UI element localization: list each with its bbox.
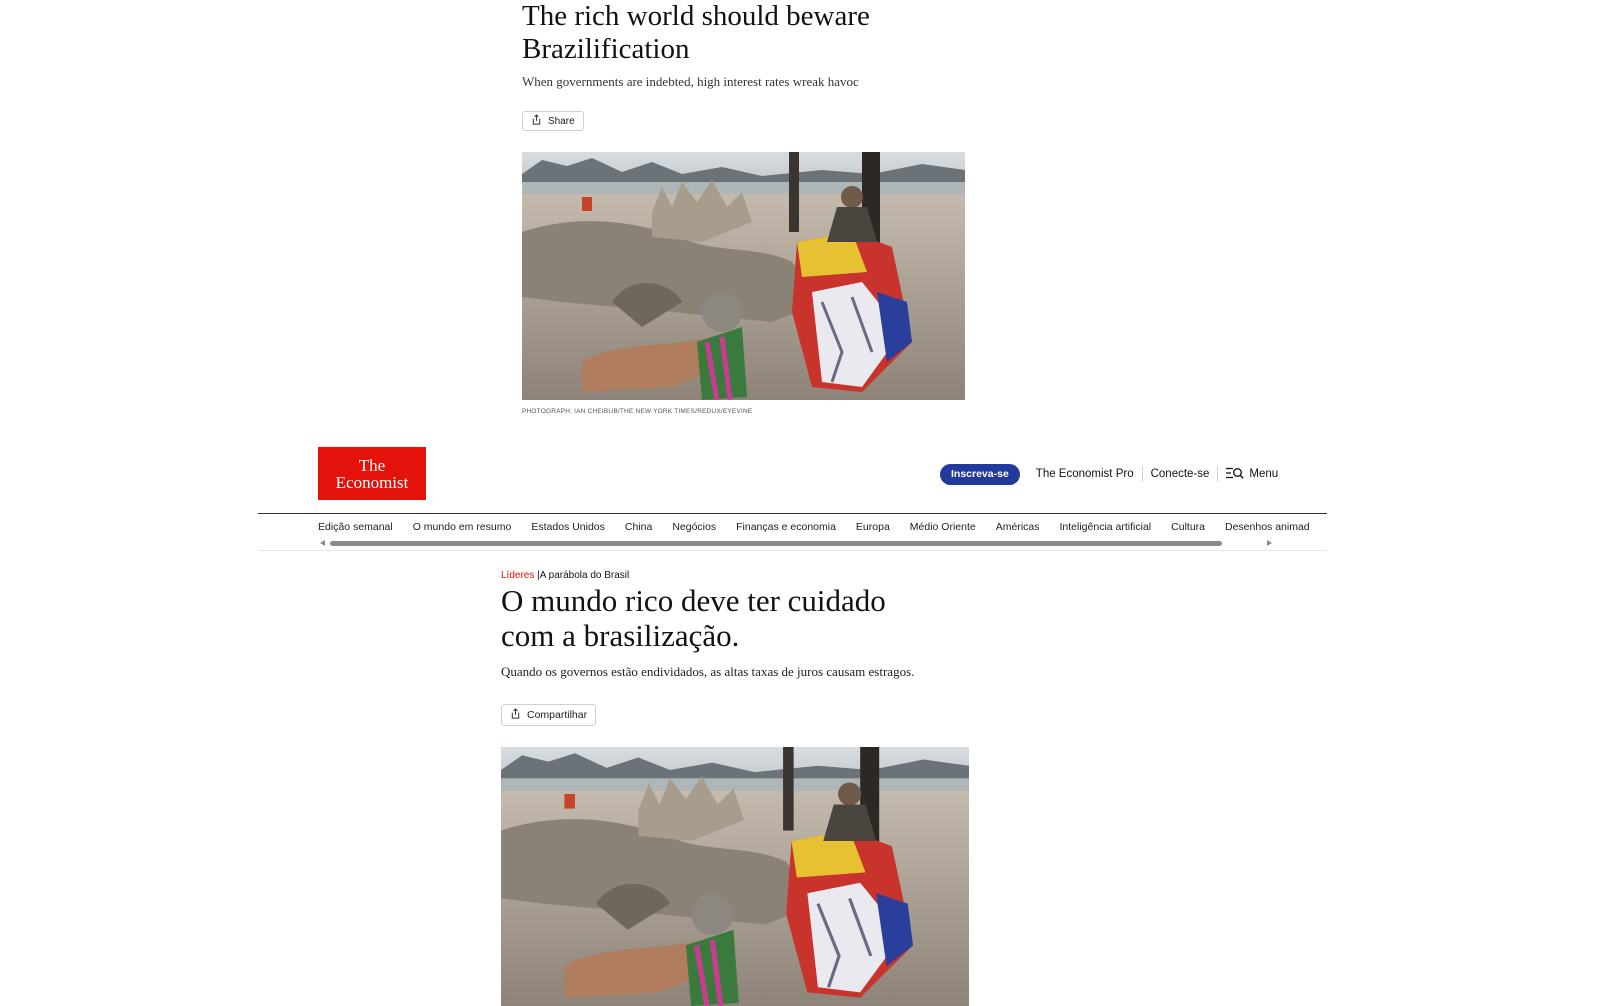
nav-item-china[interactable]: China [624,521,653,533]
article-photo [522,152,965,400]
rubric-section-link[interactable]: Líderes [501,570,535,581]
share-button[interactable] [501,704,596,726]
rubric-title: A parábola do Brasil [539,570,630,581]
share-icon [510,708,521,722]
nav-item-medio-oriente[interactable]: Médio Oriente [909,521,976,533]
nav-scroll-right-arrow[interactable] [1267,540,1272,546]
english-headline: The rich world should beware Brazilification [522,0,870,65]
menu-button[interactable] [1218,467,1278,482]
nav-item-cultura[interactable]: Cultura [1171,521,1205,533]
header-actions [940,463,1278,485]
share-button[interactable] [522,111,584,131]
nav-scroll-left-arrow[interactable] [320,540,325,546]
header-divider-line [258,513,1327,514]
photo-credit: PHOTOGRAPH: IAN CHEIBUB/THE NEW YORK TIMES/REDUX/EYEVINE [522,408,753,415]
share-button-label: Compartilhar [527,709,588,721]
search-menu-icon [1226,467,1244,482]
article-rubric [501,570,629,581]
rubric-separator: | [537,570,540,581]
nav-item-estados-unidos[interactable]: Estados Unidos [531,521,605,533]
nav-item-edicao-semanal[interactable]: Edição semanal [318,521,393,533]
economist-pro-link[interactable]: The Economist Pro [1035,468,1134,480]
subscribe-button[interactable]: Inscreva-se [940,464,1020,485]
nav-item-inteligencia-artificial[interactable]: Inteligência artificial [1059,521,1152,533]
nav-item-negocios[interactable]: Negócios [672,521,717,533]
nav-item-americas[interactable]: Américas [995,521,1040,533]
section-nav [318,521,1320,533]
nav-scrollbar[interactable] [330,541,1222,546]
logo-line-economist: Economist [335,472,409,492]
menu-label: Menu [1249,468,1279,480]
english-subheadline: When governments are indebted, high interest rates wreak havoc [522,74,859,89]
share-button-label: Share [548,115,575,127]
nav-item-desenhos-animados[interactable]: Desenhos animad [1225,521,1310,533]
nav-bottom-divider [258,550,1327,551]
economist-logo[interactable] [318,447,426,500]
logo-line-the: The [358,455,386,475]
article-photo [501,747,969,1006]
nav-item-financas-economia[interactable]: Finanças e economia [736,521,836,533]
share-icon [531,114,542,128]
portuguese-subheadline: Quando os governos estão endividados, as altas taxas de juros causam estragos. [501,664,915,679]
nav-item-europa[interactable]: Europa [855,521,890,533]
login-link[interactable]: Conecte-se [1150,468,1210,480]
portuguese-headline: O mundo rico deve ter cuidado com a brasilização. [501,583,886,653]
nav-item-mundo-em-resumo[interactable]: O mundo em resumo [412,521,512,533]
